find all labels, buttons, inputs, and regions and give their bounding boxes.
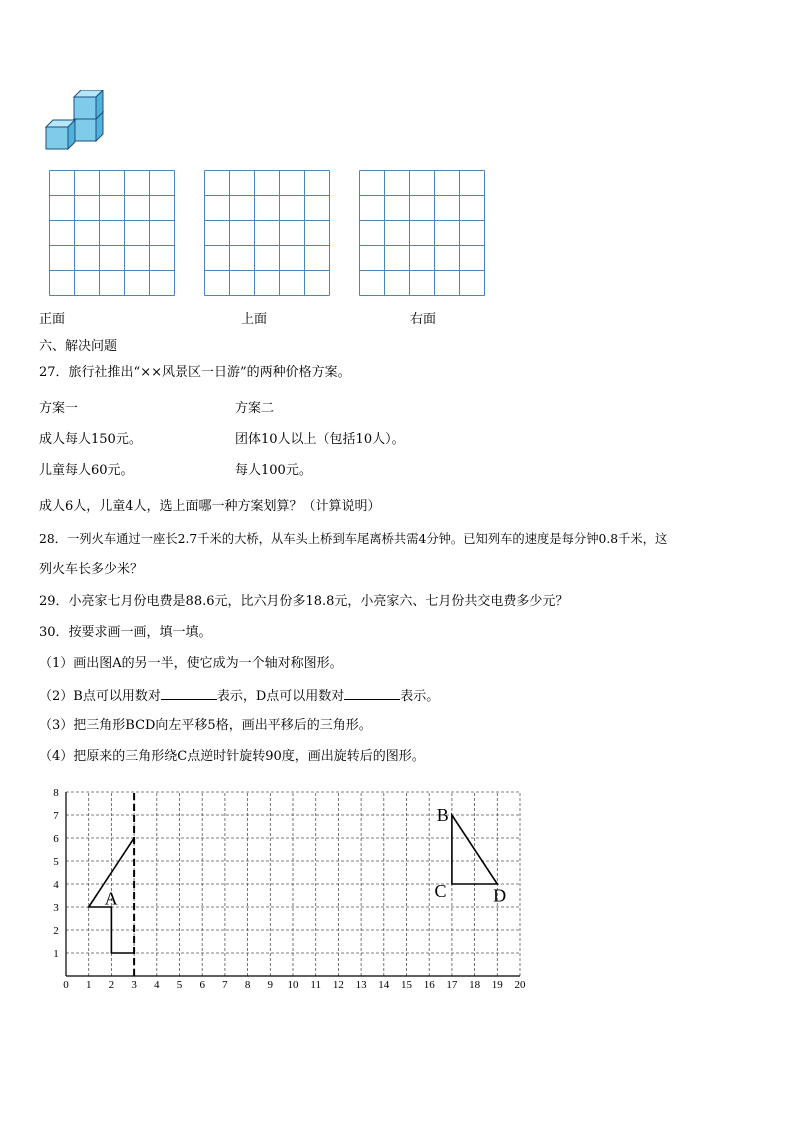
q30-sub2-part-c: 表示。 bbox=[400, 689, 440, 704]
front-view-grid bbox=[49, 170, 175, 296]
x-tick-label: 10 bbox=[287, 979, 299, 991]
q27-plan1-line1: 成人每人150元。 bbox=[39, 432, 142, 447]
x-tick-label: 15 bbox=[401, 979, 412, 991]
y-tick-label: 6 bbox=[53, 833, 59, 845]
q27-question: 成人6人，儿童4人，选上面哪一种方案划算？（计算说明） bbox=[39, 499, 381, 514]
x-tick-label: 2 bbox=[108, 979, 115, 991]
view-label-right: 右面 bbox=[410, 312, 437, 327]
x-tick-label: 5 bbox=[176, 979, 183, 991]
q30-sub1: （1）画出图A的另一半，使它成为一个轴对称图形。 bbox=[39, 656, 343, 671]
x-tick-label: 12 bbox=[332, 979, 344, 991]
cube-figure bbox=[44, 90, 108, 152]
x-tick-label: 18 bbox=[469, 979, 481, 991]
q27-stem: 27．旅行社推出“××风景区一日游”的两种价格方案。 bbox=[39, 365, 351, 380]
answer-blank-b[interactable] bbox=[161, 687, 217, 700]
point-label-b: B bbox=[436, 805, 449, 825]
x-tick-label: 9 bbox=[267, 979, 274, 991]
x-tick-label: 19 bbox=[491, 979, 503, 991]
y-tick-label: 2 bbox=[53, 925, 59, 937]
y-tick-label: 3 bbox=[53, 902, 59, 914]
x-tick-label: 4 bbox=[154, 979, 160, 991]
x-tick-label: 0 bbox=[63, 979, 69, 991]
x-tick-label: 3 bbox=[131, 979, 137, 991]
x-tick-label: 7 bbox=[222, 979, 228, 991]
q30-sub3: （3）把三角形BCD向左平移5格，画出平移后的三角形。 bbox=[39, 718, 372, 733]
q27-plan1-title: 方案一 bbox=[39, 401, 79, 416]
x-tick-label: 14 bbox=[378, 979, 390, 991]
top-view-grid bbox=[204, 170, 330, 296]
point-label-d: D bbox=[493, 885, 507, 906]
x-tick-label: 8 bbox=[244, 979, 251, 991]
y-tick-label: 8 bbox=[53, 787, 59, 799]
q30-sub2 bbox=[39, 687, 439, 705]
x-tick-label: 6 bbox=[199, 979, 205, 991]
q27-plan2-line1: 团体10人以上（包括10人）。 bbox=[235, 432, 405, 447]
y-tick-label: 4 bbox=[53, 879, 59, 891]
q28-line2: 列火车长多少米？ bbox=[39, 562, 144, 577]
q29-text: 29．小亮家七月份电费是88.6元，比六月份多18.8元，小亮家六、七月份共交电费多少元？ bbox=[39, 594, 569, 609]
q30-stem: 30．按要求画一画，填一填。 bbox=[39, 625, 212, 640]
q30-sub2-part-a: （2）B点可以用数对 bbox=[39, 689, 161, 704]
section-title: 六、解决问题 bbox=[39, 339, 118, 354]
coordinate-grid-figure bbox=[40, 780, 540, 992]
q27-plan1-line2: 儿童每人60元。 bbox=[39, 463, 134, 478]
x-tick-label: 17 bbox=[446, 979, 458, 991]
y-tick-label: 1 bbox=[53, 948, 59, 960]
view-label-front: 正面 bbox=[39, 312, 66, 327]
y-tick-label: 7 bbox=[53, 810, 59, 822]
q30-sub2-part-b: 表示，D点可以用数对 bbox=[216, 689, 345, 704]
answer-blank-d[interactable] bbox=[344, 687, 400, 700]
right-view-grid bbox=[359, 170, 485, 296]
x-tick-label: 20 bbox=[514, 979, 526, 991]
view-label-top: 上面 bbox=[241, 312, 268, 327]
x-tick-label: 13 bbox=[355, 979, 367, 991]
q30-sub4: （4）把原来的三角形绕C点逆时针旋转90度，画出旋转后的图形。 bbox=[39, 749, 425, 764]
q27-plan2-title: 方案二 bbox=[235, 401, 275, 416]
q27-plan2-line2: 每人100元。 bbox=[235, 463, 312, 478]
x-tick-label: 16 bbox=[423, 979, 435, 991]
shape-a-label: A bbox=[104, 888, 118, 909]
point-label-c: C bbox=[434, 880, 447, 901]
y-tick-label: 5 bbox=[53, 856, 59, 868]
x-tick-label: 1 bbox=[85, 979, 92, 991]
q28-line1: 28．一列火车通过一座长2.7千米的大桥，从车头上桥到车尾离桥共需4分钟。已知列车的速度是每分钟0.8千米，这 bbox=[39, 532, 668, 546]
x-tick-label: 11 bbox=[310, 979, 321, 991]
